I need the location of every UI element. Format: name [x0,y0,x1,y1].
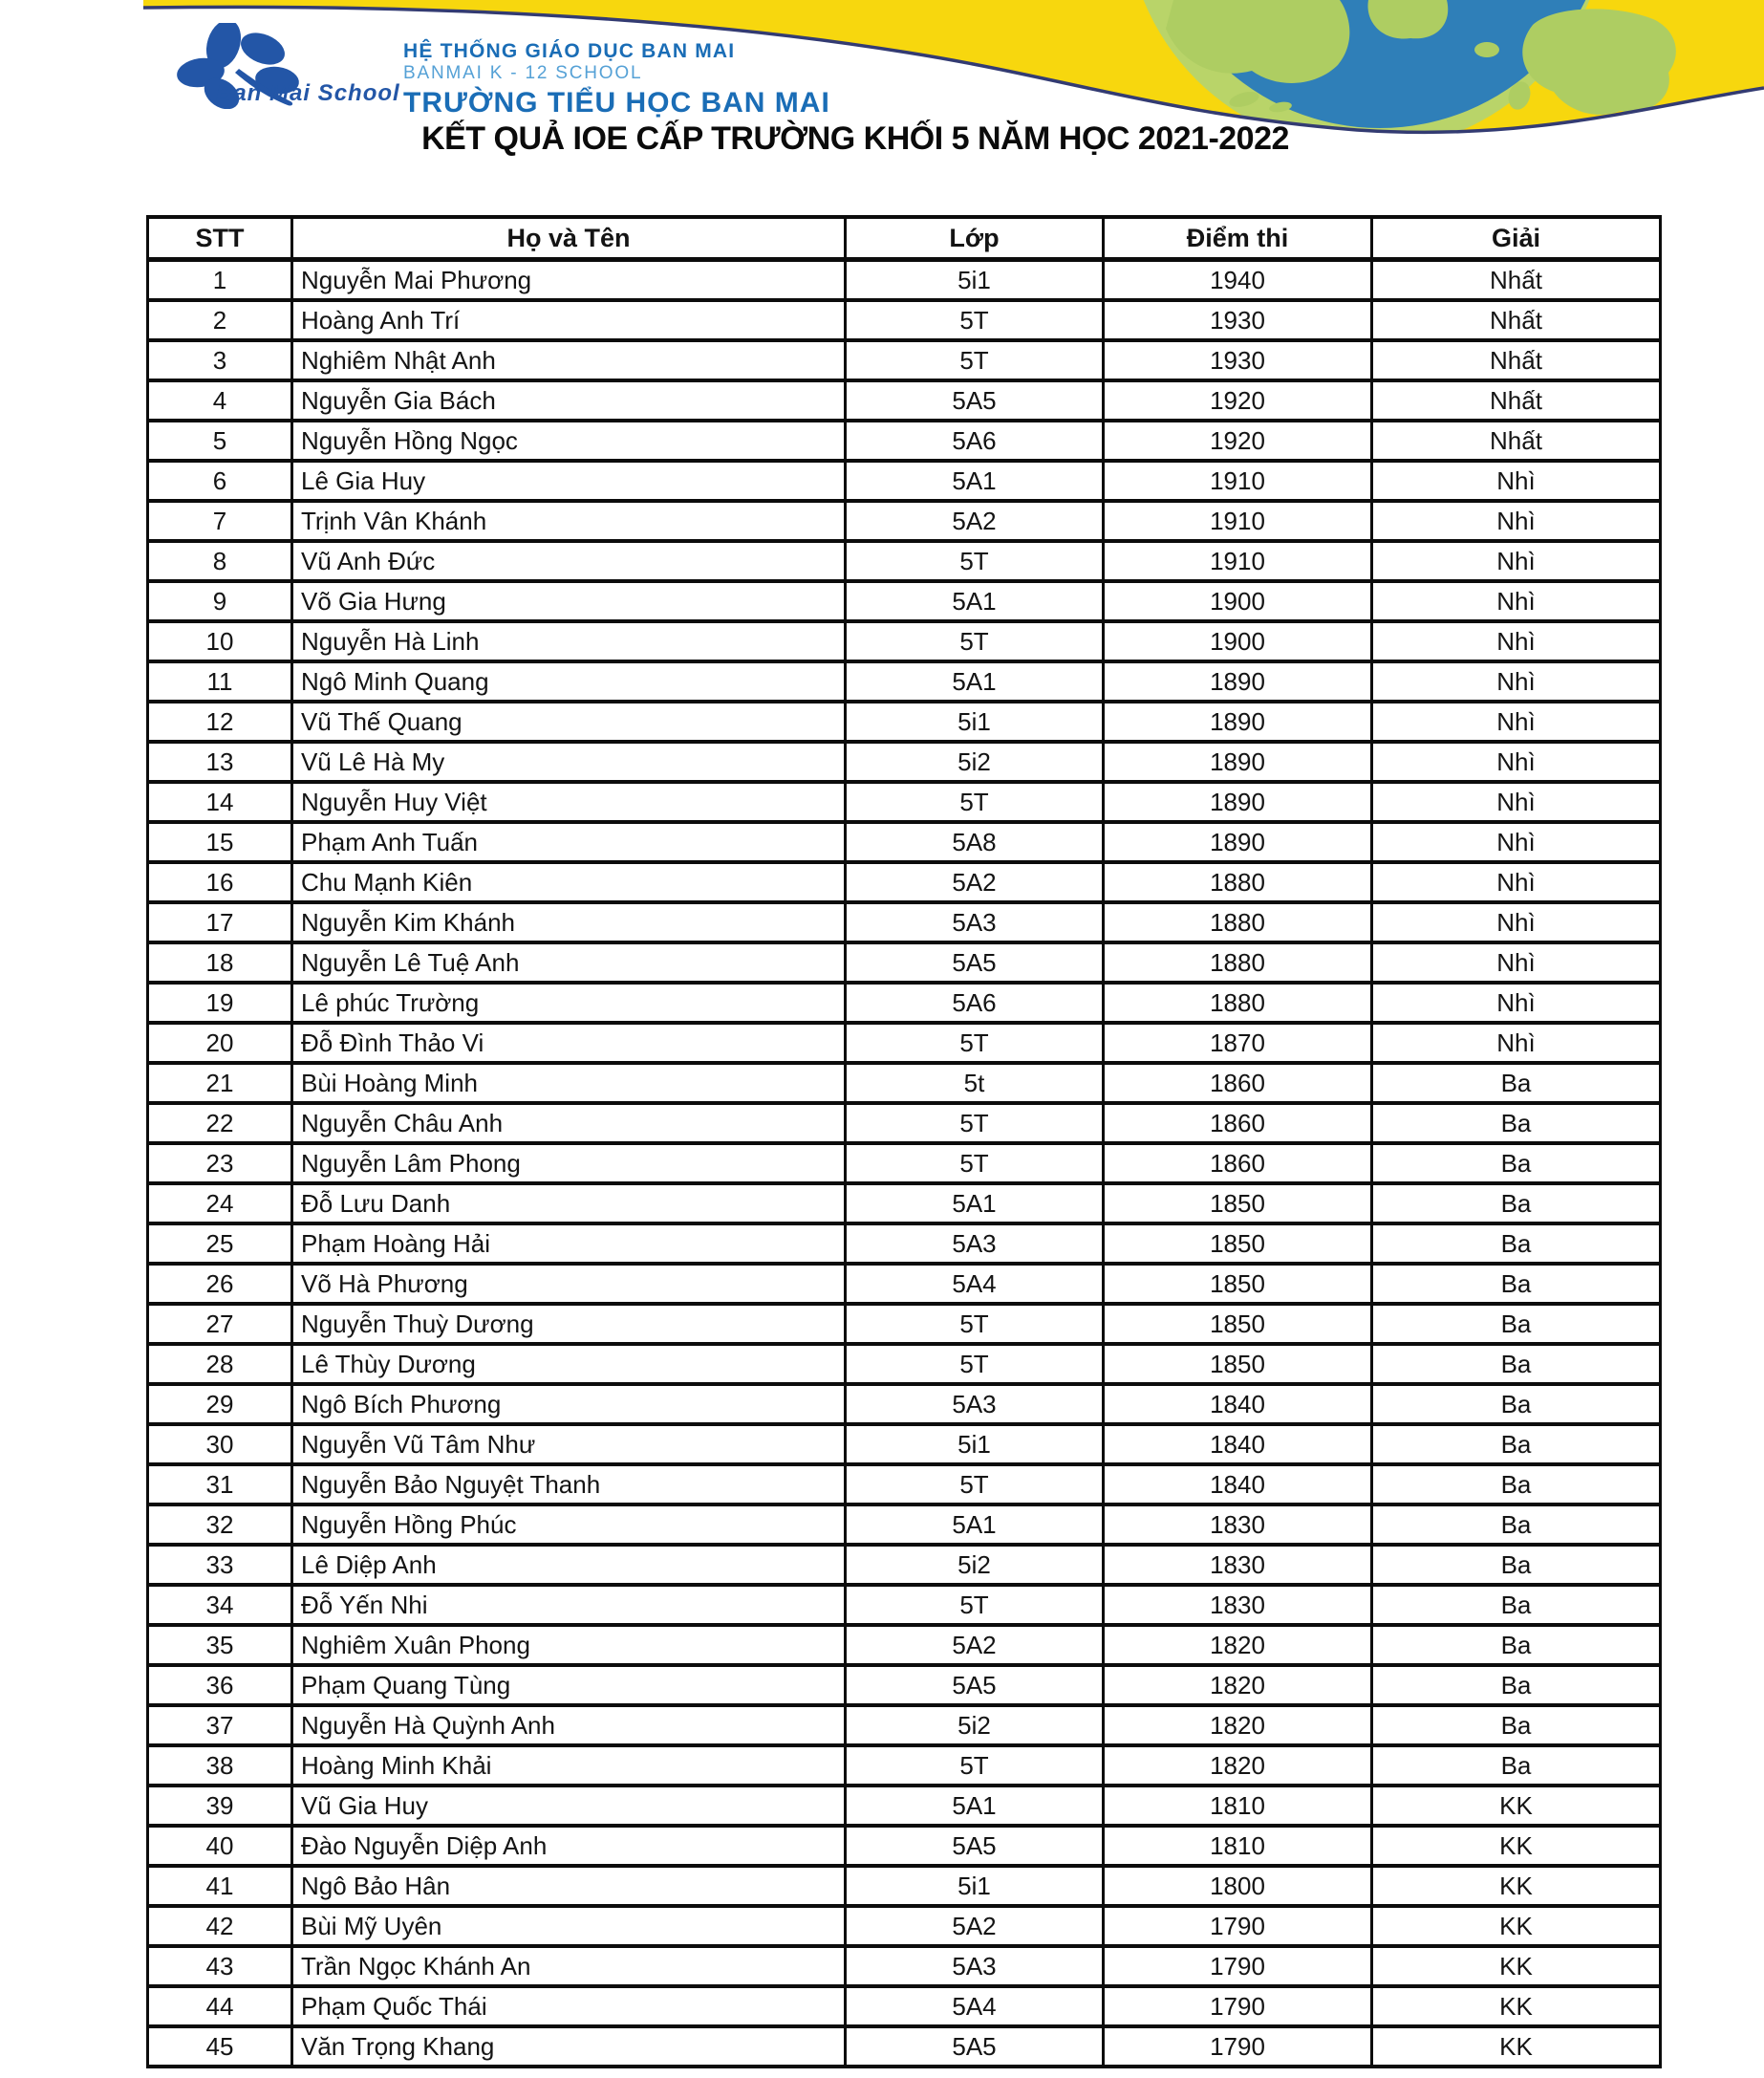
table-row [148,421,1661,461]
cell-score: 1810 [1104,1786,1372,1826]
table-row [148,300,1661,340]
cell-stt: 14 [148,782,292,822]
cell-stt: 1 [148,260,292,301]
cell-prize: Ba [1372,1545,1661,1585]
table-row [148,1906,1661,1946]
cell-prize: Nhì [1372,501,1661,541]
cell-class: 5A1 [846,581,1104,621]
cell-stt: 32 [148,1504,292,1545]
cell-prize: Ba [1372,1344,1661,1384]
cell-stt: 45 [148,2026,292,2067]
table-row [148,1745,1661,1786]
cell-prize: KK [1372,1906,1661,1946]
cell-name: Chu Mạnh Kiên [292,862,846,902]
cell-name: Đỗ Yến Nhi [292,1585,846,1625]
cell-stt: 37 [148,1705,292,1745]
cell-name: Nguyễn Vũ Tâm Như [292,1424,846,1464]
table-row [148,1545,1661,1585]
cell-stt: 25 [148,1223,292,1264]
cell-stt: 2 [148,300,292,340]
col-header-score: Điểm thi [1104,217,1372,260]
cell-name: Bùi Hoàng Minh [292,1063,846,1103]
cell-score: 1790 [1104,1906,1372,1946]
cell-stt: 35 [148,1625,292,1665]
table-row [148,1625,1661,1665]
logo-wordmark: Ban Mai School [216,80,400,106]
cell-stt: 4 [148,380,292,421]
cell-stt: 11 [148,661,292,702]
cell-class: 5A5 [846,1665,1104,1705]
cell-class: 5i2 [846,1705,1104,1745]
cell-score: 1910 [1104,541,1372,581]
cell-class: 5T [846,621,1104,661]
cell-score: 1860 [1104,1143,1372,1183]
cell-stt: 34 [148,1585,292,1625]
cell-score: 1820 [1104,1745,1372,1786]
cell-prize: Ba [1372,1504,1661,1545]
cell-class: 5A1 [846,1183,1104,1223]
cell-prize: Nhì [1372,822,1661,862]
cell-score: 1890 [1104,742,1372,782]
cell-stt: 27 [148,1304,292,1344]
cell-stt: 28 [148,1344,292,1384]
cell-stt: 12 [148,702,292,742]
page-title: KẾT QUẢ IOE CẤP TRƯỜNG KHỐI 5 NĂM HỌC 2021-2022 [421,120,1289,157]
cell-class: 5i1 [846,1424,1104,1464]
cell-stt: 39 [148,1786,292,1826]
table-row [148,1866,1661,1906]
table-row [148,501,1661,541]
cell-prize: Nhì [1372,621,1661,661]
cell-name: Ngô Bảo Hân [292,1866,846,1906]
cell-name: Vũ Thế Quang [292,702,846,742]
table-row [148,702,1661,742]
table-row [148,822,1661,862]
table-row [148,541,1661,581]
cell-class: 5A5 [846,2026,1104,2067]
cell-class: 5A4 [846,1986,1104,2026]
cell-prize: Ba [1372,1745,1661,1786]
cell-score: 1800 [1104,1866,1372,1906]
table-row [148,862,1661,902]
col-header-name: Họ và Tên [292,217,846,260]
cell-prize: KK [1372,1866,1661,1906]
cell-class: 5A3 [846,902,1104,942]
cell-stt: 21 [148,1063,292,1103]
table-row [148,1585,1661,1625]
cell-stt: 36 [148,1665,292,1705]
cell-prize: Nhất [1372,340,1661,380]
cell-prize: Nhì [1372,862,1661,902]
cell-score: 1890 [1104,822,1372,862]
results-table [146,215,1662,2068]
table-row [148,461,1661,501]
cell-class: 5i1 [846,260,1104,301]
cell-score: 1880 [1104,862,1372,902]
cell-score: 1940 [1104,260,1372,301]
table-row [148,1986,1661,2026]
cell-score: 1900 [1104,621,1372,661]
cell-name: Ngô Bích Phương [292,1384,846,1424]
table-row [148,1103,1661,1143]
cell-prize: Nhất [1372,421,1661,461]
table-row [148,1264,1661,1304]
cell-name: Trịnh Vân Khánh [292,501,846,541]
cell-class: 5A3 [846,1384,1104,1424]
cell-score: 1840 [1104,1384,1372,1424]
cell-name: Nguyễn Hà Linh [292,621,846,661]
cell-prize: Ba [1372,1143,1661,1183]
cell-prize: Ba [1372,1464,1661,1504]
cell-score: 1850 [1104,1344,1372,1384]
cell-stt: 18 [148,942,292,983]
cell-prize: KK [1372,1986,1661,2026]
cell-prize: Ba [1372,1384,1661,1424]
cell-prize: KK [1372,1946,1661,1986]
col-header-prize: Giải [1372,217,1661,260]
cell-class: 5T [846,1023,1104,1063]
table-body [148,260,1661,2067]
cell-name: Nguyễn Lê Tuệ Anh [292,942,846,983]
cell-score: 1920 [1104,380,1372,421]
cell-name: Phạm Hoàng Hải [292,1223,846,1264]
cell-prize: Ba [1372,1665,1661,1705]
cell-prize: Nhất [1372,300,1661,340]
cell-name: Vũ Lê Hà My [292,742,846,782]
cell-score: 1890 [1104,661,1372,702]
cell-score: 1860 [1104,1063,1372,1103]
cell-stt: 31 [148,1464,292,1504]
cell-name: Phạm Quang Tùng [292,1665,846,1705]
table-row [148,1504,1661,1545]
cell-prize: Ba [1372,1625,1661,1665]
cell-score: 1820 [1104,1625,1372,1665]
cell-class: 5A1 [846,1504,1104,1545]
cell-score: 1790 [1104,1946,1372,1986]
cell-stt: 8 [148,541,292,581]
cell-name: Phạm Quốc Thái [292,1986,846,2026]
table-row [148,742,1661,782]
cell-class: 5A1 [846,661,1104,702]
cell-class: 5i1 [846,702,1104,742]
cell-prize: Ba [1372,1063,1661,1103]
cell-prize: KK [1372,2026,1661,2067]
cell-name: Đỗ Lưu Danh [292,1183,846,1223]
cell-stt: 24 [148,1183,292,1223]
cell-score: 1880 [1104,942,1372,983]
cell-name: Lê Thùy Dương [292,1344,846,1384]
org-system-name: HỆ THỐNG GIÁO DỤC BAN MAI [403,40,736,62]
cell-score: 1840 [1104,1424,1372,1464]
table-row [148,1946,1661,1986]
cell-stt: 41 [148,1866,292,1906]
table-row [148,581,1661,621]
cell-score: 1790 [1104,1986,1372,2026]
cell-name: Ngô Minh Quang [292,661,846,702]
table-row [148,1023,1661,1063]
cell-name: Nguyễn Hà Quỳnh Anh [292,1705,846,1745]
cell-class: 5i1 [846,1866,1104,1906]
cell-class: 5i2 [846,742,1104,782]
cell-name: Hoàng Anh Trí [292,300,846,340]
cell-stt: 15 [148,822,292,862]
table-row [148,902,1661,942]
cell-prize: Ba [1372,1585,1661,1625]
cell-stt: 6 [148,461,292,501]
cell-stt: 38 [148,1745,292,1786]
cell-prize: Nhất [1372,260,1661,301]
cell-name: Nguyễn Mai Phương [292,260,846,301]
cell-prize: Ba [1372,1223,1661,1264]
cell-class: 5T [846,1344,1104,1384]
cell-prize: Nhì [1372,782,1661,822]
cell-prize: Nhì [1372,942,1661,983]
cell-score: 1830 [1104,1545,1372,1585]
cell-score: 1810 [1104,1826,1372,1866]
cell-name: Phạm Anh Tuấn [292,822,846,862]
cell-prize: Nhì [1372,902,1661,942]
table-header-row [148,217,1661,260]
cell-prize: Nhì [1372,541,1661,581]
cell-class: 5A8 [846,822,1104,862]
cell-name: Nguyễn Hồng Phúc [292,1504,846,1545]
table-row [148,1826,1661,1866]
cell-class: 5A3 [846,1946,1104,1986]
cell-stt: 42 [148,1906,292,1946]
cell-score: 1920 [1104,421,1372,461]
cell-class: 5A2 [846,862,1104,902]
cell-score: 1870 [1104,1023,1372,1063]
cell-prize: Ba [1372,1304,1661,1344]
cell-prize: Ba [1372,1705,1661,1745]
cell-stt: 20 [148,1023,292,1063]
cell-score: 1910 [1104,501,1372,541]
cell-score: 1850 [1104,1223,1372,1264]
cell-name: Nguyễn Châu Anh [292,1103,846,1143]
cell-stt: 16 [148,862,292,902]
cell-stt: 33 [148,1545,292,1585]
cell-score: 1890 [1104,702,1372,742]
table-row [148,340,1661,380]
cell-class: 5A2 [846,1625,1104,1665]
table-row [148,1384,1661,1424]
cell-stt: 44 [148,1986,292,2026]
table-row [148,661,1661,702]
cell-name: Nguyễn Kim Khánh [292,902,846,942]
cell-name: Lê phúc Trường [292,983,846,1023]
table-row [148,1424,1661,1464]
cell-name: Nguyễn Hồng Ngọc [292,421,846,461]
cell-class: 5A2 [846,1906,1104,1946]
cell-stt: 13 [148,742,292,782]
cell-prize: Nhì [1372,461,1661,501]
cell-class: 5T [846,340,1104,380]
table-row [148,1705,1661,1745]
cell-score: 1880 [1104,902,1372,942]
cell-score: 1840 [1104,1464,1372,1504]
cell-class: 5A1 [846,1786,1104,1826]
cell-prize: Nhất [1372,380,1661,421]
cell-class: 5T [846,300,1104,340]
table-row [148,1183,1661,1223]
cell-name: Lê Gia Huy [292,461,846,501]
cell-stt: 26 [148,1264,292,1304]
cell-stt: 40 [148,1826,292,1866]
cell-prize: Nhì [1372,661,1661,702]
cell-prize: Nhì [1372,581,1661,621]
cell-prize: KK [1372,1786,1661,1826]
cell-class: 5A5 [846,380,1104,421]
cell-name: Vũ Gia Huy [292,1786,846,1826]
cell-name: Hoàng Minh Khải [292,1745,846,1786]
cell-stt: 43 [148,1946,292,1986]
cell-score: 1850 [1104,1304,1372,1344]
table-row [148,1464,1661,1504]
cell-name: Nghiêm Nhật Anh [292,340,846,380]
org-school-name: TRƯỜNG TIỂU HỌC BAN MAI [403,86,830,119]
cell-class: 5i2 [846,1545,1104,1585]
cell-score: 1910 [1104,461,1372,501]
table-row [148,983,1661,1023]
table-row [148,1665,1661,1705]
cell-score: 1880 [1104,983,1372,1023]
cell-name: Nguyễn Lâm Phong [292,1143,846,1183]
cell-name: Đỗ Đình Thảo Vi [292,1023,846,1063]
org-english-name: BANMAI K - 12 SCHOOL [403,63,643,84]
cell-name: Võ Gia Hưng [292,581,846,621]
cell-class: 5T [846,1103,1104,1143]
cell-prize: Nhì [1372,702,1661,742]
cell-name: Nguyễn Thuỳ Dương [292,1304,846,1344]
cell-class: 5A5 [846,942,1104,983]
cell-name: Nghiêm Xuân Phong [292,1625,846,1665]
cell-stt: 22 [148,1103,292,1143]
cell-class: 5A5 [846,1826,1104,1866]
cell-prize: Nhì [1372,983,1661,1023]
cell-class: 5T [846,782,1104,822]
cell-score: 1930 [1104,300,1372,340]
cell-prize: Ba [1372,1424,1661,1464]
cell-class: 5A2 [846,501,1104,541]
cell-stt: 7 [148,501,292,541]
table-row [148,260,1661,301]
cell-name: Nguyễn Huy Việt [292,782,846,822]
cell-score: 1830 [1104,1585,1372,1625]
cell-prize: KK [1372,1826,1661,1866]
cell-score: 1890 [1104,782,1372,822]
table-row [148,380,1661,421]
cell-prize: Ba [1372,1103,1661,1143]
table-row [148,621,1661,661]
cell-name: Nguyễn Bảo Nguyệt Thanh [292,1464,846,1504]
cell-prize: Ba [1372,1183,1661,1223]
cell-name: Lê Diệp Anh [292,1545,846,1585]
table-row [148,1344,1661,1384]
cell-class: 5T [846,1304,1104,1344]
org-header [403,40,830,119]
cell-class: 5T [846,541,1104,581]
cell-stt: 5 [148,421,292,461]
cell-class: 5t [846,1063,1104,1103]
cell-score: 1930 [1104,340,1372,380]
cell-prize: Ba [1372,1264,1661,1304]
cell-class: 5A6 [846,421,1104,461]
cell-score: 1830 [1104,1504,1372,1545]
table-row [148,1304,1661,1344]
cell-prize: Nhì [1372,742,1661,782]
cell-name: Trần Ngọc Khánh An [292,1946,846,1986]
cell-stt: 3 [148,340,292,380]
cell-stt: 17 [148,902,292,942]
cell-score: 1820 [1104,1705,1372,1745]
cell-stt: 19 [148,983,292,1023]
cell-score: 1860 [1104,1103,1372,1143]
cell-name: Văn Trọng Khang [292,2026,846,2067]
cell-score: 1850 [1104,1183,1372,1223]
cell-score: 1850 [1104,1264,1372,1304]
cell-score: 1790 [1104,2026,1372,2067]
cell-stt: 29 [148,1384,292,1424]
table-row [148,1143,1661,1183]
col-header-class: Lớp [846,217,1104,260]
cell-stt: 10 [148,621,292,661]
cell-name: Nguyễn Gia Bách [292,380,846,421]
cell-score: 1820 [1104,1665,1372,1705]
cell-stt: 23 [148,1143,292,1183]
cell-class: 5T [846,1464,1104,1504]
table-row [148,1786,1661,1826]
table-row [148,2026,1661,2067]
cell-class: 5T [846,1585,1104,1625]
table-row [148,1063,1661,1103]
cell-name: Bùi Mỹ Uyên [292,1906,846,1946]
cell-name: Vũ Anh Đức [292,541,846,581]
table-row [148,782,1661,822]
table-row [148,942,1661,983]
table-row [148,1223,1661,1264]
cell-class: 5A4 [846,1264,1104,1304]
cell-prize: Nhì [1372,1023,1661,1063]
cell-class: 5T [846,1143,1104,1183]
cell-score: 1900 [1104,581,1372,621]
col-header-stt: STT [148,217,292,260]
cell-class: 5A6 [846,983,1104,1023]
cell-stt: 9 [148,581,292,621]
cell-class: 5A3 [846,1223,1104,1264]
cell-stt: 30 [148,1424,292,1464]
cell-name: Võ Hà Phương [292,1264,846,1304]
cell-class: 5T [846,1745,1104,1786]
cell-class: 5A1 [846,461,1104,501]
cell-name: Đào Nguyễn Diệp Anh [292,1826,846,1866]
